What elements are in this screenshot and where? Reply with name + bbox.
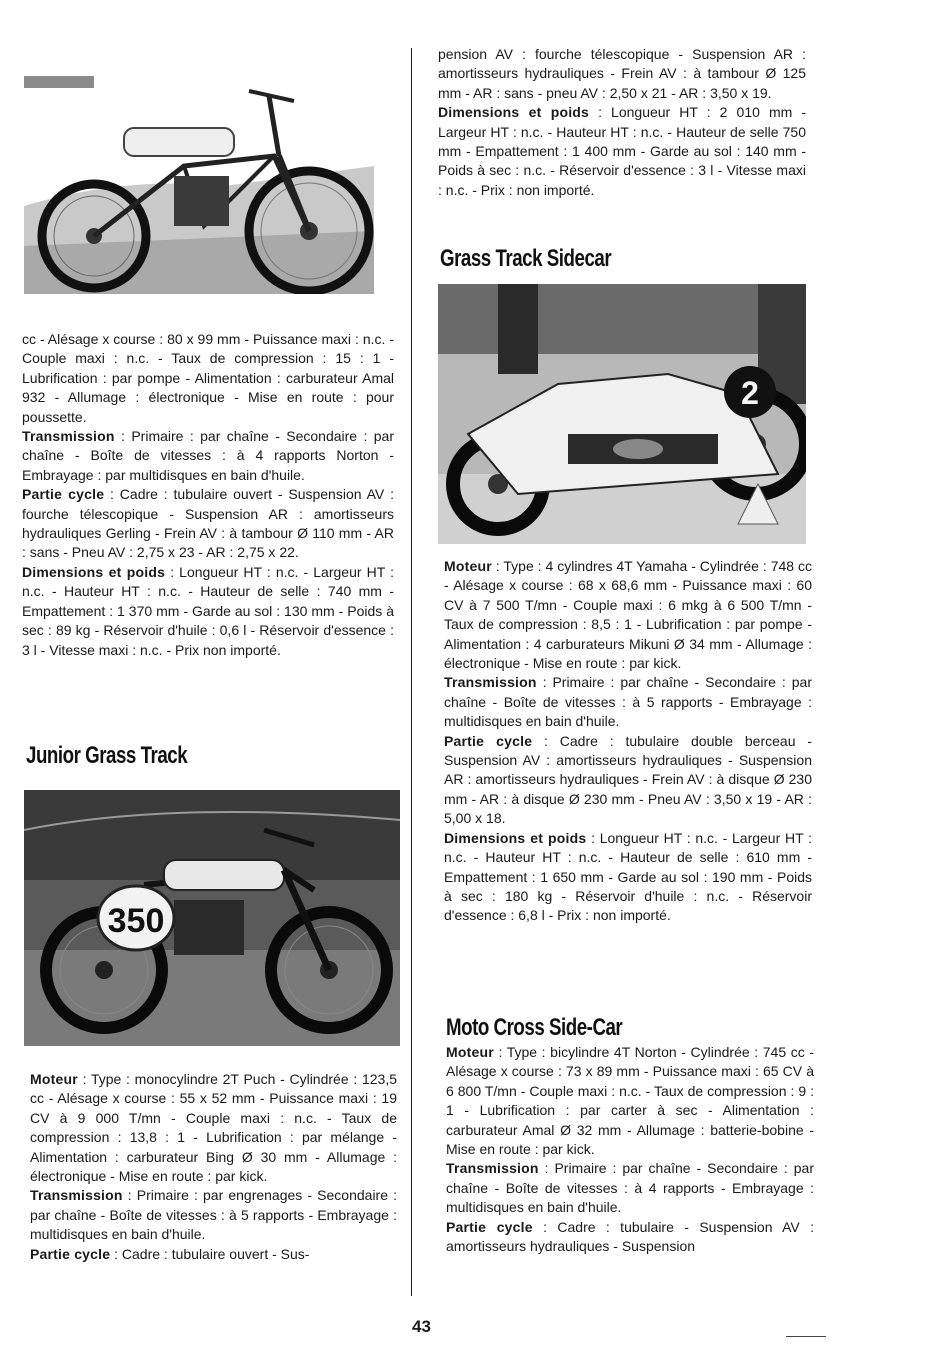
text-block-sidecar-specs [444, 557, 812, 926]
motocross-moteur-label: Moteur [446, 1044, 494, 1060]
motocross-moteur-text: : Type : bicylindre 4T Norton - Cylindrée : 745 cc - Alésage x course : 73 x 89 mm - Puissance maxi : 65 CV à 6 800 T/mn - Couple maxi : n.c. - Taux de compression : 9 : 1 - Lubrification : par carter à sec - Alimentation : carburateur Amal Ø 32 mm - Allumage : batterie-bobine - Mise en route : par kick. [446, 1044, 814, 1158]
sidecar-transmission-text: : Primaire : par chaîne - Secondaire : par chaîne - Boîte de vitesses : à 5 rapports - Embrayage : multidisques en bain d'huile. [444, 674, 812, 730]
sidecar-number: 2 [741, 375, 759, 411]
text-block-continued-specs [438, 45, 806, 200]
bike-number-350: 350 [107, 902, 165, 940]
junior-transmission-text: : Primaire : par engrenages - Secondaire : par chaîne - Boîte de vitesses : à 5 rapports - Embrayage : multidisques en bain d'huile. [30, 1187, 397, 1243]
motocross-partie-cycle-label: Partie cycle [446, 1218, 533, 1235]
junior-partie-cycle-label: Partie cycle [30, 1245, 111, 1262]
transmission-text: : Primaire : par chaîne - Secondaire : par chaîne - Boîte de vitesses : à 4 rapports Norton - Embrayage : par multidisques en bain d'huile. [22, 428, 394, 483]
column-divider [411, 48, 412, 1296]
continued-dimensions-paragraph [438, 103, 806, 200]
sidecar-partie-cycle-text: : Cadre : tubulaire double berceau - Suspension AV : amortisseurs hydrauliques - Suspension AR : amortisseurs hydrauliques - Frein AV : à disque Ø 230 mm - AR : à disque Ø 230 mm - Pneu AV : 3,50 x 19 - AR : 5,00 x 18. [444, 732, 812, 827]
dimensions-paragraph [22, 563, 394, 660]
sidecar-transmission-paragraph [444, 673, 812, 731]
junior-transmission-label: Transmission [30, 1187, 123, 1204]
continued-dimensions-text: : Longueur HT : 2 010 mm - Largeur HT : n.c. - Hauteur HT : n.c. - Hauteur de selle 750 mm - Empattement : 1 400 mm - Garde au sol : 140 mm - Poids à sec : n.c. - Réservoir d'essence : 3 l - Vitesse maxi : n.c. - Prix : non importé. [438, 104, 806, 198]
sidecar-dimensions-text: : Longueur HT : n.c. - Largeur HT : n.c. - Hauteur HT : n.c. - Hauteur de selle : 610 mm - Empattement : 1 650 mm - Garde au sol : 190 mm - Poids à sec : 180 kg - Réservoir d'huile : n.c. - Réservoir d'essence : 6,8 l - Prix : non importé. [444, 829, 812, 924]
motocross-moteur-paragraph [446, 1043, 814, 1159]
sidecar-moteur-label: Moteur [444, 558, 492, 574]
junior-partie-cycle-text: : Cadre : tubulaire ouvert - Sus- [110, 1245, 310, 1262]
dimensions-text: : Longueur HT : n.c. - Largeur HT : n.c. - Hauteur HT : n.c. - Hauteur de selle : 740 mm - Empattement : 1 370 mm - Garde au sol : 130 mm - Poids à sec : 89 kg - Réservoir d'huile : 0,6 l - Réservoir d'essence : 3 l - Vitesse maxi : n.c. - Prix non importé. [22, 563, 394, 658]
partie-cycle-paragraph [22, 485, 394, 563]
motocross-transmission-label: Transmission [446, 1160, 539, 1177]
continued-dimensions-label: Dimensions et poids [438, 104, 590, 121]
continued-paragraph: pension AV : fourche télescopique - Suspension AR : amortisseurs hydrauliques - Frein AV : à tambour Ø 125 mm - AR : sans - pneu AV : 2,50 x 21 - AR : 3,50 x 19. [438, 46, 806, 101]
photo-grass-track-sidecar [438, 284, 806, 544]
sidecar-dimensions-label: Dimensions et poids [444, 829, 587, 846]
text-block-junior-specs [30, 1070, 397, 1264]
motocross-transmission-text: : Primaire : par chaîne - Secondaire : par chaîne - Boîte de vitesses : à 4 rapports - Embrayage : multidisques en bain d'huile. [446, 1160, 814, 1216]
intro-paragraph: cc - Alésage x course : 80 x 99 mm - Puissance maxi : n.c. - Couple maxi : n.c. - Taux de compression : 15 : 1 - Lubrification : par pompe - Alimentation : carburateur Amal 932 - Allumage : électronique - Mise en route : pour poussette. [22, 331, 394, 425]
photo-junior-grass-track-bike [24, 790, 400, 1046]
junior-moteur-text: : Type : monocylindre 2T Puch - Cylindrée : 123,5 cc - Alésage x course : 55 x 52 mm - Puissance maxi : 19 CV à 9 000 T/mn - Couple maxi : n.c. - Taux de compression : 13,8 : 1 - Lubrification : par mélange - Alimentation : carburateur Bing Ø 30 mm - Allumage : électronique - Mise en route : par kick. [30, 1071, 397, 1185]
transmission-label: Transmission [22, 428, 115, 445]
sidecar-dimensions-paragraph [444, 829, 812, 926]
motocross-transmission-paragraph [446, 1159, 814, 1217]
sidecar-moteur-paragraph [444, 557, 812, 673]
photo-grass-track-bike [24, 56, 374, 294]
text-block-motocross-specs [446, 1043, 814, 1256]
junior-moteur-paragraph [30, 1070, 397, 1186]
junior-transmission-paragraph [30, 1186, 397, 1244]
sidecar-partie-cycle-paragraph [444, 732, 812, 829]
sidecar-partie-cycle-label: Partie cycle [444, 732, 533, 749]
page-number: 43 [412, 1317, 431, 1336]
sidecar-transmission-label: Transmission [444, 674, 537, 691]
partie-cycle-text: : Cadre : tubulaire ouvert - Suspension AV : fourche télescopique - Suspension AR : amortisseurs hydrauliques Gerling - Frein AV : à tambour Ø 110 mm - AR : sans - Pneu AV : 2,75 x 23 - AR : 2,75 x 22. [22, 486, 394, 561]
text-block-grass-track-specs [22, 330, 394, 660]
dimensions-label: Dimensions et poids [22, 563, 166, 580]
transmission-paragraph [22, 427, 394, 485]
motocross-partie-cycle-paragraph [446, 1218, 814, 1257]
footer-rule [786, 1336, 826, 1337]
partie-cycle-label: Partie cycle [22, 486, 105, 503]
junior-moteur-label: Moteur [30, 1071, 78, 1087]
sidecar-moteur-text: : Type : 4 cylindres 4T Yamaha - Cylindrée : 748 cc - Alésage x course : 68 x 68,6 mm - Puissance maxi : 60 CV à 7 500 T/mn - Couple maxi : 6 mkg à 6 500 T/mn - Taux de compression : 8,5 : 1 - Lubrification : par pompe - Alimentation : 4 carburateurs Mikuni Ø 34 mm - Allumage : électronique - Mise en route : par kick. [444, 558, 812, 672]
heading-grass-track-sidecar: Grass Track Sidecar [440, 245, 612, 272]
motocross-partie-cycle-text: : Cadre : tubulaire - Suspension AV : amortisseurs hydrauliques - Suspension [446, 1218, 815, 1255]
heading-moto-cross-side-car: Moto Cross Side-Car [446, 1014, 623, 1041]
heading-junior-grass-track: Junior Grass Track [26, 742, 188, 769]
junior-partie-cycle-paragraph [30, 1245, 397, 1264]
